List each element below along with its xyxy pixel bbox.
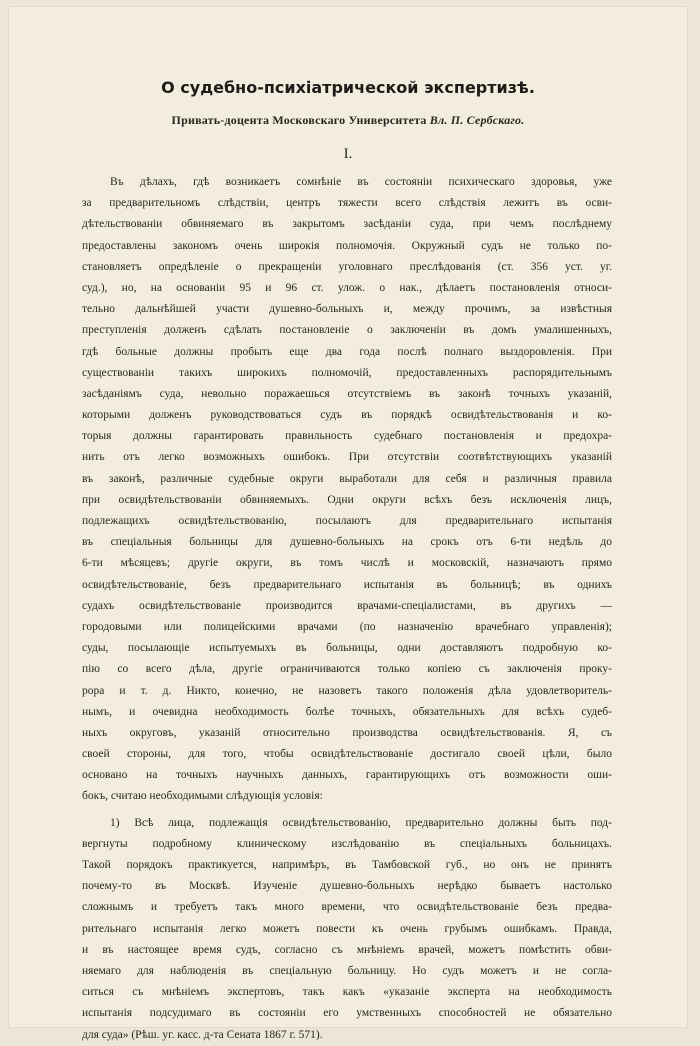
- text-line: Въ дѣлахъ, гдѣ возникаетъ сомнѣніе въ состояніи психическаго здоровья, уже: [110, 176, 612, 188]
- text-line: становляетъ опредѣленіе о прекращеніи уголовнаго преслѣдованія (ст. 356 уст. уг.: [82, 260, 612, 273]
- text-line: городовыми или полицейскими врачами (по назначенію врачебнаго управленія);: [82, 620, 612, 633]
- text-line: судахъ освидѣтельствованіе производится врачами-спеціалистами, въ другихъ —: [82, 599, 612, 612]
- text-line: своей стороны, для того, чтобы освидѣтельствованіе достигало своей цѣли, было: [82, 748, 612, 761]
- text-line: бокъ, считаю необходимыми слѣдующія условія:: [82, 790, 323, 803]
- document-page: [8, 6, 688, 1041]
- text-line: существованіи такихъ широкихъ полномочій, предоставленныхъ распорядительнымъ: [82, 366, 612, 379]
- text-line: суды, посылающіе испытуемыхъ въ больницы, одни доставляютъ подробную ко-: [82, 642, 612, 655]
- text-line: няемаго для наблюденія въ спеціальную больницу. Но судъ можетъ и не согла-: [82, 964, 612, 977]
- text-line: и въ настоящее время судъ, согласно съ мнѣніемъ врачей, можетъ помѣстить обви-: [82, 943, 612, 956]
- text-line: ныхъ округовъ, указаній относительно производства освидѣтельствованія. Я, съ: [82, 726, 612, 739]
- text-line: рора и т. д. Никто, конечно, не назоветъ такого положенія дѣла удовлетворитель-: [82, 684, 612, 697]
- author-name: Вл. П. Сербскаго.: [429, 113, 525, 127]
- text-line: сложнымъ и требуетъ такъ много времени, что освидѣтельствованіе безъ предва-: [82, 901, 612, 914]
- author-line: [8, 113, 688, 128]
- section-number: I.: [343, 146, 353, 162]
- text-line: преступленія долженъ сдѣлать постановленіе о заключеніи въ домъ умалишенныхъ,: [82, 324, 612, 337]
- text-line: почему-то въ Москвѣ. Изученіе душевно-больныхъ нерѣдко бываетъ настолько: [82, 880, 612, 893]
- text-line: нымъ, и очевидна необходимость болѣе точныхъ, обязательныхъ для всѣхъ судеб-: [82, 705, 612, 718]
- text-line: 6-ти мѣсяцевъ; другіе округи, въ томъ числѣ и московскій, назначаютъ прямо: [82, 557, 612, 570]
- text-line: основано на точныхъ научныхъ данныхъ, гарантирующихъ отъ возможности оши-: [82, 769, 612, 782]
- text-line: въ спеціальныя больницы для душевно-больныхъ на срокъ отъ 6-ти недѣль до: [82, 536, 612, 549]
- text-line: Такой порядокъ практикуется, напримѣръ, въ Тамбовской губ., но онъ не принятъ: [82, 859, 612, 871]
- text-line: тельно дальнѣйшей участи душевно-больныхъ и, между прочимъ, за извѣстныя: [82, 303, 612, 316]
- text-line: освидѣтельствованіе, безъ предварительнаго испытанія въ больницѣ; въ однихъ: [82, 578, 612, 591]
- paragraph-2: [82, 813, 612, 1046]
- article-title: О судебно-психіатрической экспертизѣ.: [161, 78, 535, 97]
- text-line: подлежащихъ освидѣтельствованію, посылаютъ для предварительнаго испытанія: [82, 515, 612, 527]
- text-line: ситься съ мнѣніемъ экспертовъ, такъ какъ «указаніе эксперта на необходимость: [82, 986, 612, 999]
- text-line: предоставлены закономъ очень широкія полномочія. Окружный судъ не только по-: [82, 239, 612, 252]
- text-line: засѣданіямъ суда, невольно поражаешься отсутствіемъ въ законѣ точныхъ указаній,: [82, 387, 612, 400]
- text-line: гдѣ больные должны пробыть еще два года послѣ полнаго выздоровленія. При: [82, 345, 612, 358]
- text-line: при освидѣтельствованіи обвиняемыхъ. Одни округи всѣхъ безъ исключенія лицъ,: [82, 493, 612, 506]
- text-line: дѣтельствованіи обвиняемаго въ закрытомъ засѣданіи суда, при чемъ послѣднему: [82, 218, 612, 231]
- text-line: 1) Всѣ лица, подлежащія освидѣтельствованію, предварительно должны быть под-: [110, 816, 612, 829]
- text-line: испытанія подсудимаго въ состояніи его умственныхъ способностей не обязательно: [82, 1007, 612, 1020]
- text-line: торыя должны гарантировать правильность судебнаго постановленія и предохра-: [82, 430, 612, 443]
- text-line: рительнаго испытанія легко можетъ повести къ очень грубымъ ошибкамъ. Правда,: [82, 922, 612, 935]
- text-line: для суда» (Рѣш. уг. касс. д-та Сената 1867 г. 571).: [82, 1028, 323, 1041]
- text-line: нить отъ легко возможныхъ ошибокъ. При отсутствіи соотвѣтствующихъ указаній: [82, 451, 612, 464]
- author-prefix: Привать-доцента Московскаго Университета: [171, 113, 427, 127]
- text-line: въ законѣ, различные судебные округи выработали для себя и различныя правила: [82, 472, 612, 485]
- text-line: которыми долженъ руководствоваться судъ въ порядкѣ освидѣтельствованія и ко-: [82, 409, 612, 422]
- paragraph-1: [82, 172, 612, 808]
- text-line: вергнуты подробному клиническому изслѣдованію въ спеціальныхъ больницахъ.: [82, 837, 612, 850]
- text-line: суд.), но, на основаніи 95 и 96 ст. улож. о нак., дѣлаетъ постановленія относи-: [82, 281, 612, 294]
- text-line: за предварительномъ слѣдствіи, центръ тяжести всего слѣдствія лежитъ въ осви-: [82, 197, 612, 210]
- body-text: [82, 172, 612, 1046]
- text-line: пію со всего дѣла, другіе ограничиваются только копіею съ заключенія проку-: [82, 663, 612, 676]
